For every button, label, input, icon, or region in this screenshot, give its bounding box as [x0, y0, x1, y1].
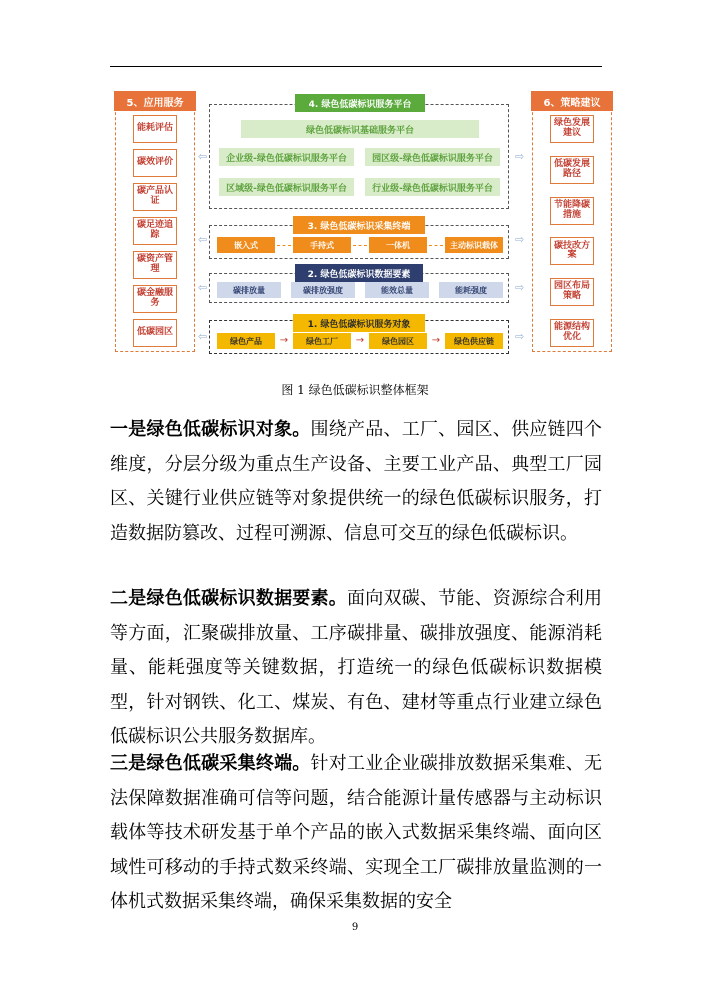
- element-energy-total: 能效总量: [365, 282, 429, 298]
- strategy-item-park-layout: 园区布局策略: [550, 278, 594, 306]
- layer1-items: [217, 333, 503, 349]
- connector-line: [353, 245, 367, 246]
- terminal-embedded: 嵌入式: [217, 237, 275, 253]
- arrow-left-icon: ⇦: [198, 281, 208, 294]
- strategy-title: 6、策略建议: [531, 91, 613, 111]
- header-rule: [110, 66, 602, 67]
- paragraph-1-lead: 一是绿色低碳标识对象。: [110, 419, 311, 440]
- paragraph-3-lead: 三是绿色低碳采集终端。: [110, 753, 311, 774]
- figure-caption: 图 1 绿色低碳标识整体框架: [281, 383, 429, 397]
- page-number: 9: [351, 922, 359, 933]
- app-item-carbon-efficiency: 碳效评价: [133, 149, 177, 177]
- application-services-panel: [115, 92, 195, 352]
- paragraph-2: [110, 582, 602, 755]
- layer3-title: 3. 绿色低碳标识采集终端: [293, 216, 425, 234]
- layer3-items: [217, 237, 503, 253]
- strategy-item-energy-saving: 节能降碳措施: [550, 197, 594, 225]
- object-green-supply-chain: 绿色供应链: [445, 333, 503, 349]
- app-item-energy-assessment: 能耗评估: [133, 115, 177, 143]
- terminal-handheld: 手持式: [293, 237, 351, 253]
- paragraph-3: [110, 747, 602, 920]
- app-item-carbon-asset: 碳资产管理: [133, 251, 177, 279]
- enterprise-platform: 企业级-绿色低碳标识服务平台: [219, 148, 354, 166]
- connector-line: [277, 245, 291, 246]
- object-green-factory: 绿色工厂: [293, 333, 351, 349]
- paragraph-3-body: 针对工业企业碳排放数据采集难、无法保障数据准确可信等问题，结合能源计量传感器与主动标识载体等技术研发基于单个产品的嵌入式数据采集终端、面向区域性可移动的手持式数采终端、实现全工厂碳排放量监测的一体机式数据采集终端，确保采集数据的安全: [110, 753, 603, 912]
- terminal-active-carrier: 主动标识载体: [445, 237, 503, 253]
- app-item-low-carbon-park: 低碳园区: [133, 319, 177, 347]
- arrow-right-icon: ⇨: [515, 233, 525, 246]
- app-item-carbon-finance: 碳金融服务: [133, 285, 177, 313]
- arrow-left-icon: ⇦: [198, 150, 208, 163]
- connector-line: [429, 245, 443, 246]
- base-service-platform: 绿色低碳标识基础服务平台: [241, 120, 479, 138]
- arrow-left-icon: ⇦: [198, 330, 208, 343]
- layer1-title: 1. 绿色低碳标识服务对象: [293, 314, 425, 332]
- paragraph-1: [110, 413, 602, 551]
- region-platform: 区域级-绿色低碳标识服务平台: [219, 178, 354, 196]
- paragraph-2-lead: 二是绿色低碳标识数据要素。: [110, 588, 347, 609]
- paragraph-1-body: 围绕产品、工厂、园区、供应链四个维度，分层分级为重点生产设备、主要工业产品、典型工厂园区、关键行业供应链等对象提供统一的绿色低碳标识服务，打造数据防篡改、过程可溯源、信息可交互的绿色低碳标识。: [110, 419, 603, 544]
- park-platform: 园区级-绿色低碳标识服务平台: [365, 148, 500, 166]
- arrow-right-icon: →: [355, 335, 365, 346]
- industry-platform: 行业级-绿色低碳标识服务平台: [365, 178, 500, 196]
- arrow-right-icon: →: [431, 335, 441, 346]
- element-emission: 碳排放量: [217, 282, 281, 298]
- arrow-left-icon: ⇦: [198, 233, 208, 246]
- paragraph-2-body: 面向双碳、节能、资源综合利用等方面，汇聚碳排放量、工序碳排量、碳排放强度、能源消耗量、能耗强度等关键数据，打造统一的绿色低碳标识数据模型，针对钢铁、化工、煤炭、有色、建材等重点行业建立绿色低碳标识公共服务数据库。: [110, 588, 602, 747]
- strategy-item-green-development: 绿色发展建议: [550, 115, 594, 143]
- layer4-title: 4. 绿色低碳标识服务平台: [295, 94, 425, 112]
- element-emission-intensity: 碳排放强度: [291, 282, 355, 298]
- object-green-product: 绿色产品: [217, 333, 275, 349]
- element-energy-intensity: 能耗强度: [439, 282, 503, 298]
- application-services-title: 5、应用服务: [114, 91, 196, 111]
- strategy-item-energy-structure: 能源结构优化: [550, 319, 594, 347]
- strategy-item-tech-retrofit: 碳技改方案: [550, 237, 594, 265]
- layer2-items: [217, 282, 503, 298]
- strategy-panel: [532, 92, 612, 352]
- terminal-all-in-one: 一体机: [369, 237, 427, 253]
- app-item-carbon-product: 碳产品认证: [133, 183, 177, 211]
- arrow-right-icon: →: [279, 335, 289, 346]
- framework-diagram: [115, 92, 600, 354]
- app-item-carbon-footprint: 碳足迹追踪: [133, 217, 177, 245]
- arrow-right-icon: ⇨: [515, 281, 525, 294]
- arrow-right-icon: ⇨: [515, 330, 525, 343]
- strategy-item-low-carbon-path: 低碳发展路径: [550, 156, 594, 184]
- layer2-title: 2. 绿色低碳标识数据要素: [295, 264, 423, 282]
- arrow-right-icon: ⇨: [515, 150, 525, 163]
- object-green-park: 绿色园区: [369, 333, 427, 349]
